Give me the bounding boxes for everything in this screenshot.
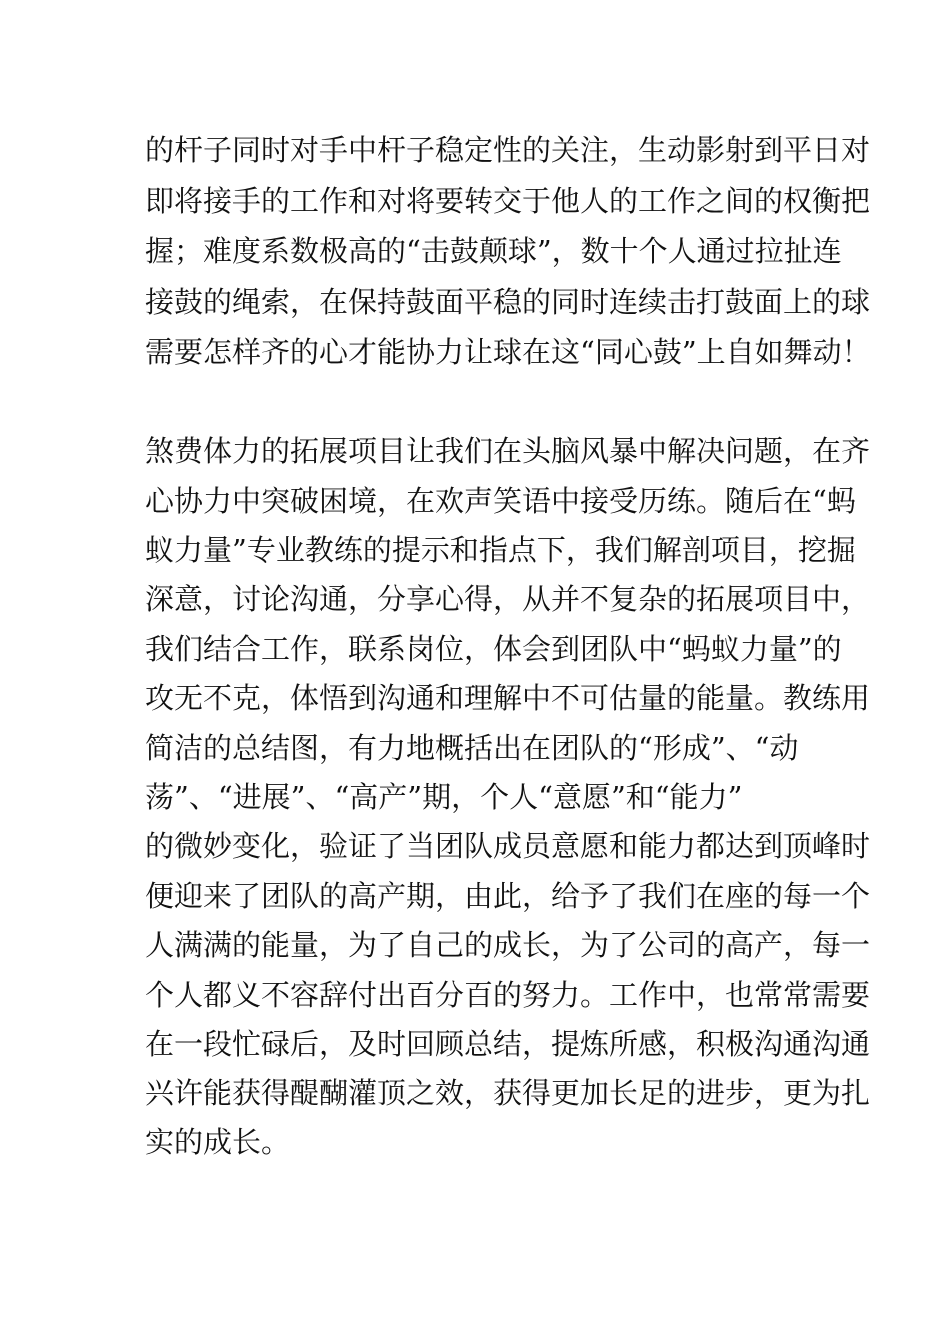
text-line: 需要怎样齐的心才能协力让球在这“同心鼓”上自如舞动！ — [145, 335, 871, 369]
text-line: 人满满的能量，为了自己的成长，为了公司的高产，每一 — [145, 928, 871, 962]
text-line: 我们结合工作，联系岗位，体会到团队中“蚂蚁力量”的 — [145, 632, 842, 666]
text-line: 简洁的总结图，有力地概括出在团队的“形成”、“动 — [145, 731, 799, 765]
text-line: 的微妙变化，验证了当团队成员意愿和能力都达到顶峰时 — [145, 829, 871, 863]
text-line: 荡”、“进展”、“高产”期，个人“意愿”和“能力” — [145, 780, 743, 814]
text-line: 实的成长。 — [145, 1125, 291, 1159]
text-line: 心协力中突破困境，在欢声笑语中接受历练。随后在“蚂 — [145, 484, 856, 518]
text-line: 攻无不克，体悟到沟通和理解中不可估量的能量。教练用 — [145, 681, 871, 715]
text-line: 在一段忙碌后，及时回顾总结，提炼所感，积极沟通沟通 — [145, 1027, 871, 1061]
text-line: 个人都义不容辞付出百分百的努力。工作中，也常常需要 — [145, 978, 871, 1012]
text-line: 握；难度系数极高的“击鼓颠球”，数十个人通过拉扯连 — [145, 234, 842, 268]
text-line: 便迎来了团队的高产期，由此，给予了我们在座的每一个 — [145, 879, 871, 913]
text-line: 煞费体力的拓展项目让我们在头脑风暴中解决问题，在齐 — [145, 434, 871, 468]
text-line: 的杆子同时对手中杆子稳定性的关注，生动影射到平日对 — [145, 133, 871, 167]
text-line: 接鼓的绳索，在保持鼓面平稳的同时连续击打鼓面上的球 — [145, 285, 871, 319]
text-line: 兴许能获得醍醐灌顶之效，获得更加长足的进步，更为扎 — [145, 1076, 871, 1110]
text-line: 即将接手的工作和对将要转交于他人的工作之间的权衡把 — [145, 184, 871, 218]
text-line: 深意，讨论沟通，分享心得，从并不复杂的拓展项目中， — [145, 582, 871, 616]
text-line: 蚁力量”专业教练的提示和指点下，我们解剖项目，挖掘 — [145, 533, 856, 567]
